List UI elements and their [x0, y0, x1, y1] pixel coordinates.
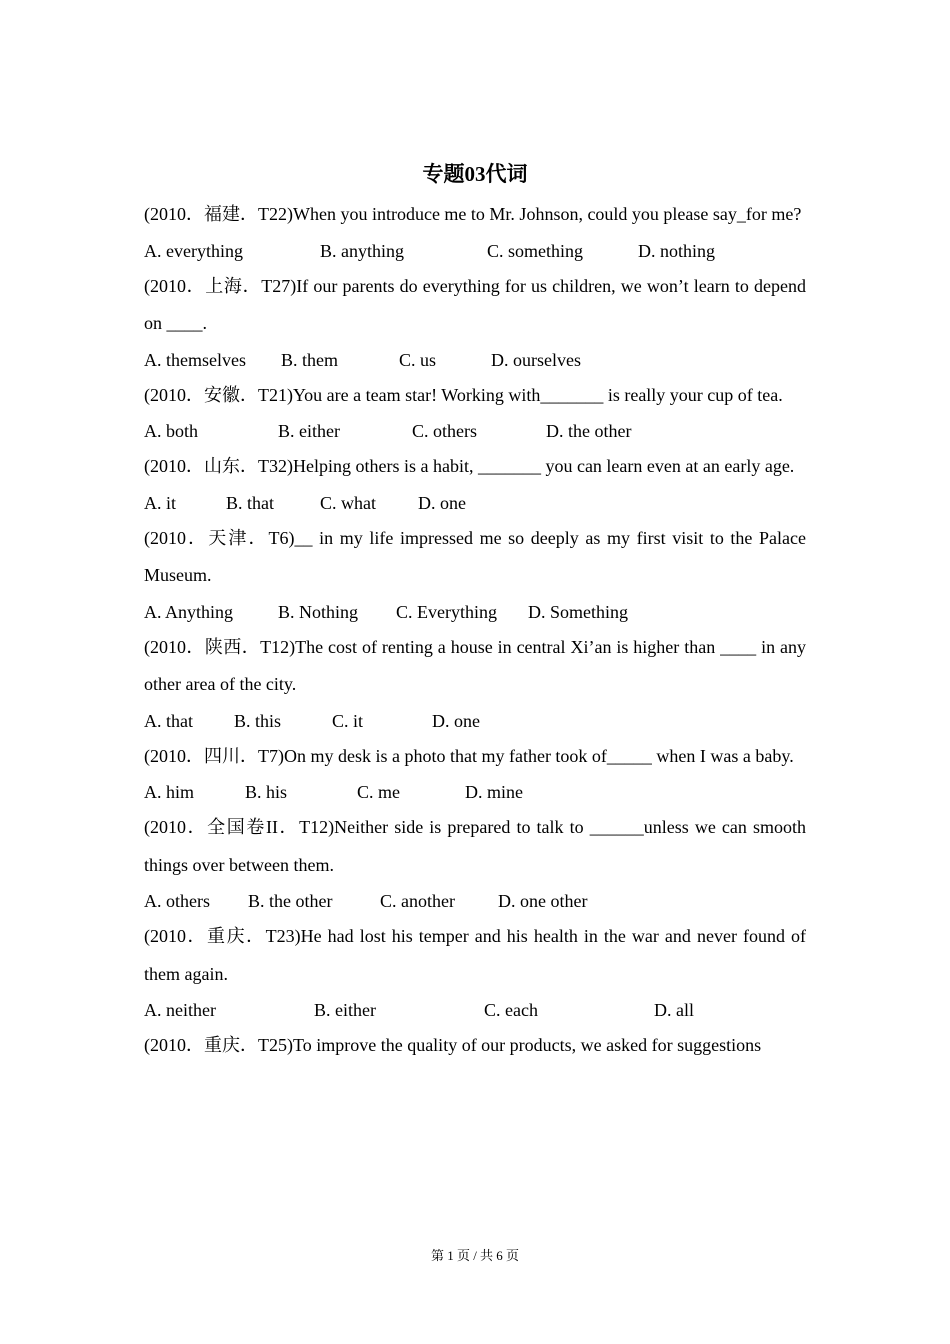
option-c: C. it	[332, 710, 364, 731]
option-c: C. what	[320, 492, 376, 513]
question-stem: (2010．天津．T6)__ in my life impressed me so deeply as my first visit to the Palace Museum.	[144, 527, 806, 585]
option-d: D. nothing	[638, 240, 716, 261]
option-d: D. ourselves	[491, 349, 581, 370]
option-a: A. neither	[144, 1000, 216, 1020]
question-stem: (2010．陕西．T12)The cost of renting a house in central Xi’an is higher than ____ in any other area of the city.	[144, 636, 806, 694]
option-a: A. everything	[144, 240, 243, 261]
option-c: C. us	[399, 349, 437, 370]
question-options	[144, 486, 806, 520]
question-stem: (2010．福建．T22)When you introduce me to Mr. Johnson, could you please say_for me?	[144, 204, 802, 224]
question-stem: (2010．四川．T7)On my desk is a photo that my father took of_____ when I was a baby.	[144, 745, 794, 766]
option-a: A. others	[144, 891, 210, 911]
option-c: C. another	[380, 891, 455, 911]
question-options	[144, 704, 806, 738]
option-c: C. others	[412, 421, 477, 441]
question-options	[144, 595, 806, 629]
page-footer: 第 1 页 / 共 6 页	[430, 1248, 520, 1263]
question-stem: (2010．重庆．T23)He had lost his temper and his health in the war and never found of them again.	[144, 926, 806, 984]
option-c: C. Everything	[396, 601, 497, 622]
question-options	[144, 343, 806, 377]
question-options	[144, 775, 806, 809]
option-d: D. mine	[465, 782, 523, 802]
question-stem: (2010．山东．T32)Helping others is a habit, _______ you can learn even at an early age.	[144, 456, 795, 476]
question-stem: (2010．全国卷II．T12)Neither side is prepared to talk to ______unless we can smooth things over between them.	[144, 817, 806, 875]
option-d: D. Something	[528, 601, 629, 622]
option-d: D. all	[654, 1000, 694, 1020]
question-stem: (2010．上海．T27)If our parents do everything for us children, we won’t learn to depend on ____.	[144, 275, 806, 333]
option-c: C. me	[357, 782, 400, 802]
option-b: B. anything	[320, 240, 404, 261]
option-c: C. each	[484, 1000, 538, 1020]
question-stem: (2010．安徽．T21)You are a team star! Working with_______ is really your cup of tea.	[144, 384, 783, 405]
option-a: A. both	[144, 421, 198, 441]
option-b: B. either	[278, 421, 340, 441]
option-d: D. one	[432, 710, 480, 731]
option-b: B. this	[234, 710, 282, 731]
option-b: B. them	[281, 349, 338, 370]
option-a: A. him	[144, 782, 195, 802]
option-c: C. something	[487, 240, 584, 261]
option-b: B. either	[314, 1000, 376, 1020]
option-a: A. Anything	[144, 601, 234, 622]
option-a: A. that	[144, 710, 193, 731]
question-options	[144, 884, 806, 918]
option-a: A. it	[144, 492, 177, 513]
question-options	[144, 993, 806, 1027]
option-a: A. themselves	[144, 349, 246, 370]
option-d: D. one other	[498, 891, 588, 911]
option-b: B. that	[226, 492, 274, 513]
question-options	[144, 414, 806, 448]
option-d: D. one	[418, 492, 466, 513]
option-b: B. his	[245, 782, 288, 802]
option-b: B. the other	[248, 891, 333, 911]
option-b: B. Nothing	[278, 601, 359, 622]
option-d: D. the other	[546, 421, 632, 441]
page-title: 专题03代词	[422, 162, 528, 186]
question-stem: (2010．重庆．T25)To improve the quality of our products, we asked for suggestions	[144, 1035, 762, 1055]
question-list	[144, 196, 806, 1065]
question-options	[144, 234, 806, 268]
